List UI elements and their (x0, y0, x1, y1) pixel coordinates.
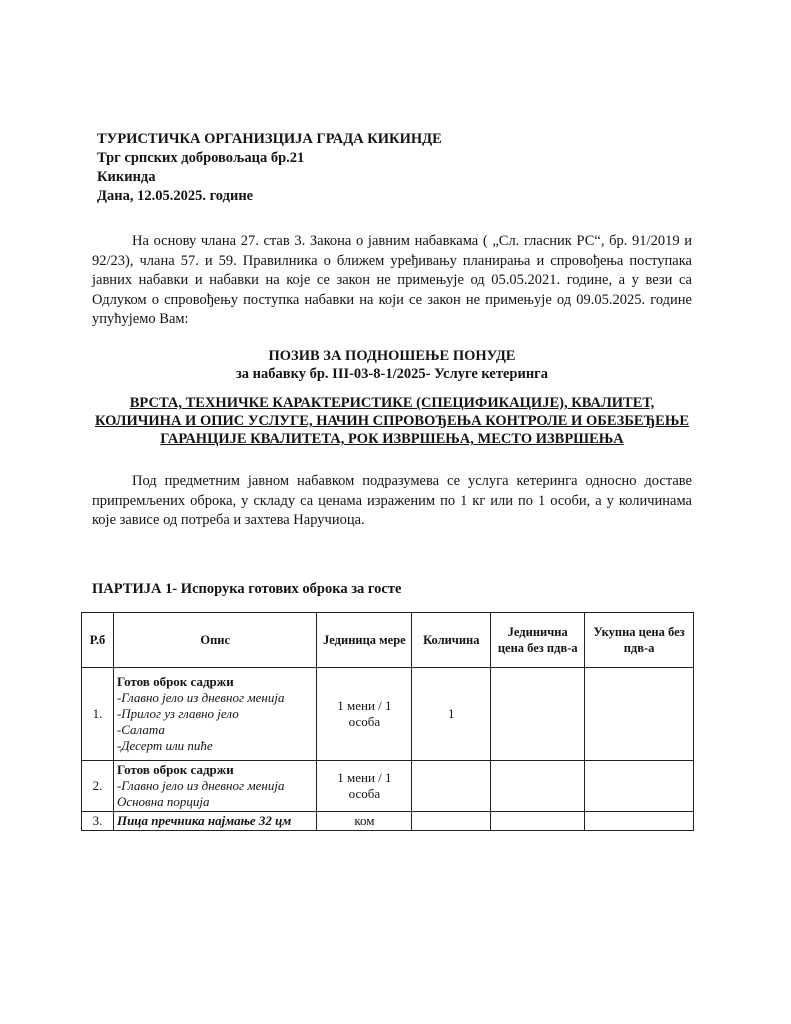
row-line: Основна порција (116, 794, 210, 809)
partija-title: ПАРТИЈА 1- Испорука готових оброка за госте (92, 581, 402, 597)
col-header-unit: Јединица мере (317, 613, 412, 668)
col-header-number: Р.б (82, 613, 114, 668)
row-unit-price (491, 761, 585, 812)
row-line: -Главно јело из дневног менија (116, 778, 285, 793)
col-header-description: Опис (113, 613, 317, 668)
row-title: Готов оброк садржи (116, 762, 234, 777)
row-unit-price (491, 668, 585, 761)
procurement-number: за набавку бр. III-03-8-1/2025- Услуге кетеринга (235, 366, 549, 382)
row-total-price (585, 812, 694, 831)
col-header-quantity: Количина (412, 613, 491, 668)
document-date: Дана, 12.05.2025. године (97, 188, 254, 204)
row-line: -Салата (116, 722, 165, 737)
org-city: Кикинда (97, 169, 156, 185)
table-row (82, 668, 694, 761)
row-unit-price (491, 812, 585, 831)
row-line: -Десерт или пиће (116, 738, 213, 753)
org-address: Трг српских добровољаца бр.21 (97, 150, 305, 166)
row-line: -Главно јело из дневног менија (116, 690, 285, 705)
row-quantity (412, 812, 491, 831)
row-line: -Прилог уз главно јело (116, 706, 239, 721)
description-paragraph: Под предметним јавном набавком подразумева се услуга кетеринга односно доставе припремљених оброка, у складу са ценама израженим по 1 кг или по 1 особи, а у количинама које зависе од потреба и захтева Наручиоца. (92, 473, 692, 528)
row-unit: 1 мени / 1 особа (317, 668, 412, 761)
row-description (113, 668, 317, 761)
col-header-total-price: Укупна цена без пдв-а (585, 613, 694, 668)
row-quantity (412, 761, 491, 812)
row-description (113, 761, 317, 812)
row-title: Готов оброк садржи (116, 674, 234, 689)
letterhead (97, 130, 442, 206)
row-description (113, 812, 317, 831)
row-number: 2. (82, 761, 114, 812)
table-header-row (82, 613, 694, 668)
table-row (82, 812, 694, 831)
row-quantity: 1 (412, 668, 491, 761)
col-header-unit-price: Јединична цена без пдв-а (491, 613, 585, 668)
intro-paragraph: На основу члана 27. став 3. Закона о јавним набавкама ( „Сл. гласник РС“, бр. 91/2019 и 92/23), члана 57. и 59. Правилника о ближем уређивању планирања и спровођења поступака јавних набавки и набавки на које се закон не примењује од 05.05.2021. године, а у вези са Одлуком о спровођењу поступка набавки на који се закон не примењује од 09.05.2025. године упућујемо Вам: (92, 233, 692, 327)
row-number: 1. (82, 668, 114, 761)
row-unit: ком (317, 812, 412, 831)
row-total-price (585, 668, 694, 761)
row-total-price (585, 761, 694, 812)
org-name: ТУРИСТИЧКА ОРГАНИЗЦИЈА ГРАДА КИКИНДЕ (97, 131, 442, 147)
table-row (82, 761, 694, 812)
row-number: 3. (82, 812, 114, 831)
specification-table (81, 612, 694, 831)
row-title: Пица пречника најмање 32 цм (116, 813, 292, 828)
invitation-title: ПОЗИВ ЗА ПОДНОШЕЊЕ ПОНУДЕ (268, 348, 516, 364)
row-unit: 1 мени / 1 особа (317, 761, 412, 812)
specification-heading: ВРСТА, ТЕХНИЧКЕ КАРАКТЕРИСТИКЕ (СПЕЦИФИКАЦИЈЕ), КВАЛИТЕТ, КОЛИЧИНА И ОПИС УСЛУГЕ, НАЧИН СПРОВОЂЕЊА КОНТРОЛЕ И ОБЕЗБЕЂЕЊЕ ГАРАНЦИЈЕ КВАЛИТЕТА, РОК ИЗВРШЕЊА, МЕСТО ИЗВРШЕЊА (94, 395, 690, 447)
